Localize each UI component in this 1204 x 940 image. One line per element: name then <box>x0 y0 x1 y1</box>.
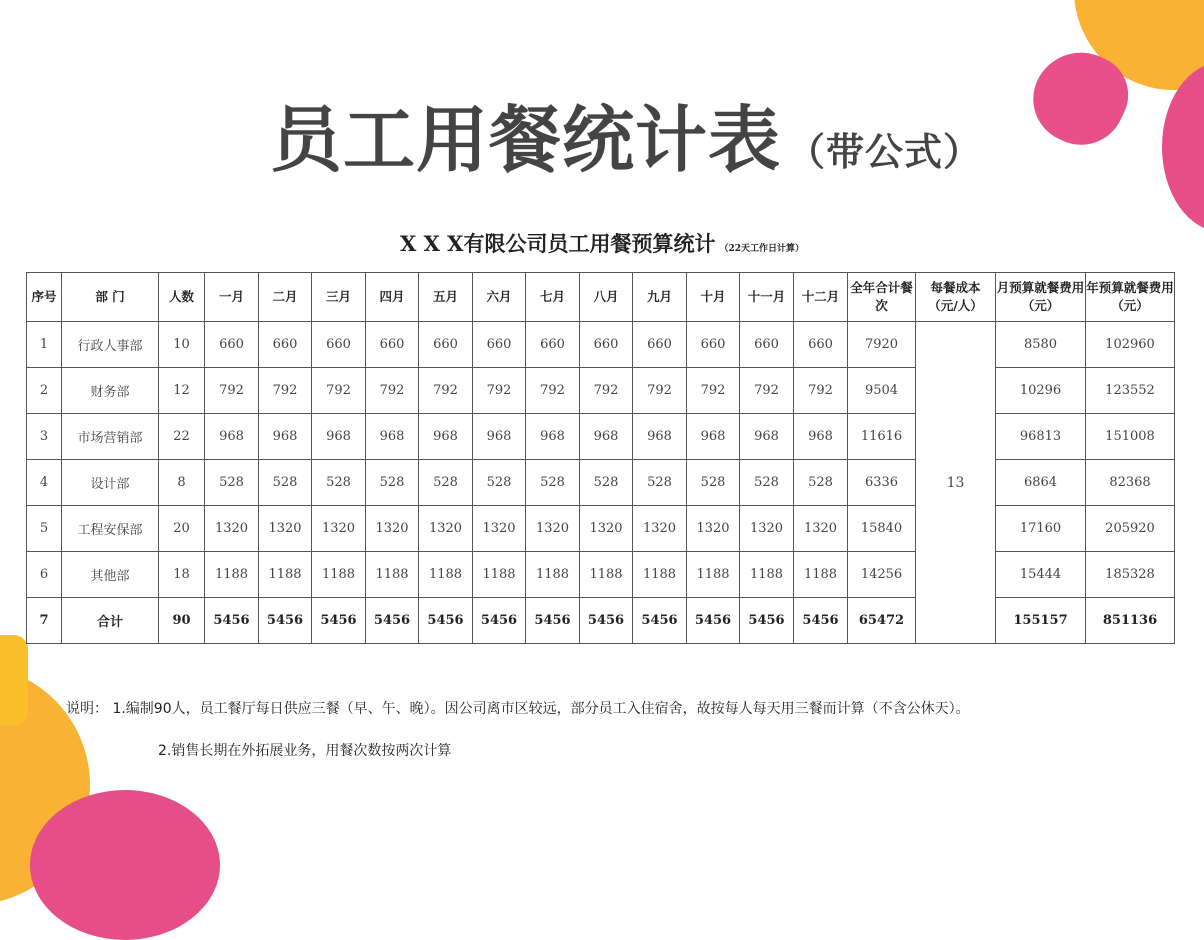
monthly-budget-cell: 6864 <box>996 460 1086 506</box>
header-cell: 三月 <box>312 273 366 322</box>
month-meals-cell: 792 <box>633 368 687 414</box>
month-meals-cell: 1188 <box>687 552 740 598</box>
annual-meals-cell: 15840 <box>848 506 916 552</box>
decor-yellow-tab-left <box>0 635 28 725</box>
month-meals-cell: 1320 <box>312 506 366 552</box>
row-number-cell: 7 <box>27 598 62 644</box>
month-meals-cell: 792 <box>794 368 848 414</box>
row-number-cell: 5 <box>27 506 62 552</box>
month-meals-cell: 792 <box>687 368 740 414</box>
headcount-cell: 10 <box>159 322 205 368</box>
month-meals-cell: 5456 <box>687 598 740 644</box>
month-meals-cell: 660 <box>259 322 312 368</box>
table-title <box>0 228 1204 258</box>
month-meals-cell: 968 <box>580 414 633 460</box>
header-cell: 一月 <box>205 273 259 322</box>
month-meals-cell: 1188 <box>259 552 312 598</box>
header-cell: 年预算就餐费用（元） <box>1086 273 1175 322</box>
header-cell: 人数 <box>159 273 205 322</box>
header-cell: 月预算就餐费用（元） <box>996 273 1086 322</box>
month-meals-cell: 1320 <box>419 506 473 552</box>
department-cell: 市场营销部 <box>62 414 159 460</box>
row-number-cell: 2 <box>27 368 62 414</box>
month-meals-cell: 5456 <box>366 598 419 644</box>
month-meals-cell: 528 <box>740 460 794 506</box>
annual-meals-cell: 9504 <box>848 368 916 414</box>
month-meals-cell: 528 <box>312 460 366 506</box>
month-meals-cell: 968 <box>312 414 366 460</box>
month-meals-cell: 528 <box>526 460 580 506</box>
month-meals-cell: 5456 <box>740 598 794 644</box>
month-meals-cell: 792 <box>526 368 580 414</box>
month-meals-cell: 792 <box>366 368 419 414</box>
month-meals-cell: 528 <box>580 460 633 506</box>
row-number-cell: 4 <box>27 460 62 506</box>
month-meals-cell: 1320 <box>526 506 580 552</box>
header-cell: 九月 <box>633 273 687 322</box>
month-meals-cell: 1188 <box>473 552 526 598</box>
month-meals-cell: 660 <box>580 322 633 368</box>
month-meals-cell: 660 <box>526 322 580 368</box>
month-meals-cell: 1188 <box>740 552 794 598</box>
header-cell: 部 门 <box>62 273 159 322</box>
header-cell: 序号 <box>27 273 62 322</box>
table-row <box>27 414 1175 460</box>
meal-stats-table <box>26 272 1175 644</box>
header-cell: 八月 <box>580 273 633 322</box>
month-meals-cell: 660 <box>633 322 687 368</box>
monthly-budget-cell: 8580 <box>996 322 1086 368</box>
header-cell: 全年合计餐次 <box>848 273 916 322</box>
table-row <box>27 506 1175 552</box>
month-meals-cell: 528 <box>794 460 848 506</box>
month-meals-cell: 1188 <box>633 552 687 598</box>
table-row <box>27 322 1175 368</box>
annual-budget-cell: 851136 <box>1086 598 1175 644</box>
department-cell: 其他部 <box>62 552 159 598</box>
month-meals-cell: 1320 <box>259 506 312 552</box>
annual-budget-cell: 123552 <box>1086 368 1175 414</box>
header-cell: 十一月 <box>740 273 794 322</box>
month-meals-cell: 5456 <box>473 598 526 644</box>
annual-budget-cell: 185328 <box>1086 552 1175 598</box>
month-meals-cell: 660 <box>687 322 740 368</box>
month-meals-cell: 528 <box>473 460 526 506</box>
month-meals-cell: 792 <box>259 368 312 414</box>
monthly-budget-cell: 10296 <box>996 368 1086 414</box>
month-meals-cell: 660 <box>794 322 848 368</box>
page-title-suffix: （带公式） <box>787 130 983 174</box>
monthly-budget-cell: 15444 <box>996 552 1086 598</box>
month-meals-cell: 5456 <box>205 598 259 644</box>
table-total-row <box>27 598 1175 644</box>
month-meals-cell: 792 <box>473 368 526 414</box>
month-meals-cell: 1320 <box>366 506 419 552</box>
table-row <box>27 368 1175 414</box>
row-number-cell: 3 <box>27 414 62 460</box>
month-meals-cell: 792 <box>580 368 633 414</box>
row-number-cell: 1 <box>27 322 62 368</box>
month-meals-cell: 660 <box>366 322 419 368</box>
header-cell: 每餐成本（元/人） <box>916 273 996 322</box>
month-meals-cell: 1320 <box>740 506 794 552</box>
month-meals-cell: 660 <box>419 322 473 368</box>
month-meals-cell: 660 <box>205 322 259 368</box>
month-meals-cell: 792 <box>740 368 794 414</box>
month-meals-cell: 968 <box>366 414 419 460</box>
month-meals-cell: 968 <box>259 414 312 460</box>
annual-meals-cell: 11616 <box>848 414 916 460</box>
annual-budget-cell: 102960 <box>1086 322 1175 368</box>
table-row <box>27 552 1175 598</box>
month-meals-cell: 968 <box>740 414 794 460</box>
month-meals-cell: 968 <box>419 414 473 460</box>
annual-meals-cell: 65472 <box>848 598 916 644</box>
month-meals-cell: 528 <box>366 460 419 506</box>
month-meals-cell: 792 <box>312 368 366 414</box>
note-line-1: 说明： 1.编制90人，员工餐厅每日供应三餐（早、午、晚）。因公司离市区较远，部分员工入住宿舍，故按每人每天用三餐而计算（不含公休天）。 <box>66 701 970 717</box>
month-meals-cell: 1188 <box>526 552 580 598</box>
annual-meals-cell: 7920 <box>848 322 916 368</box>
month-meals-cell: 1320 <box>473 506 526 552</box>
month-meals-cell: 1188 <box>205 552 259 598</box>
headcount-cell: 22 <box>159 414 205 460</box>
decor-pink-circle-bottom-left <box>30 790 220 940</box>
headcount-cell: 20 <box>159 506 205 552</box>
header-cell: 二月 <box>259 273 312 322</box>
monthly-budget-cell: 155157 <box>996 598 1086 644</box>
headcount-cell: 18 <box>159 552 205 598</box>
month-meals-cell: 5456 <box>580 598 633 644</box>
header-cell: 十二月 <box>794 273 848 322</box>
month-meals-cell: 792 <box>205 368 259 414</box>
month-meals-cell: 660 <box>473 322 526 368</box>
month-meals-cell: 528 <box>633 460 687 506</box>
annual-budget-cell: 151008 <box>1086 414 1175 460</box>
table-body <box>27 322 1175 644</box>
monthly-budget-cell: 17160 <box>996 506 1086 552</box>
headcount-cell: 90 <box>159 598 205 644</box>
month-meals-cell: 1320 <box>794 506 848 552</box>
annual-meals-cell: 6336 <box>848 460 916 506</box>
monthly-budget-cell: 96813 <box>996 414 1086 460</box>
month-meals-cell: 5456 <box>259 598 312 644</box>
month-meals-cell: 1188 <box>312 552 366 598</box>
annual-budget-cell: 205920 <box>1086 506 1175 552</box>
month-meals-cell: 5456 <box>633 598 687 644</box>
month-meals-cell: 968 <box>794 414 848 460</box>
headcount-cell: 12 <box>159 368 205 414</box>
department-cell: 行政人事部 <box>62 322 159 368</box>
table-row <box>27 460 1175 506</box>
month-meals-cell: 1188 <box>419 552 473 598</box>
page-title <box>270 82 982 186</box>
month-meals-cell: 792 <box>419 368 473 414</box>
department-cell: 财务部 <box>62 368 159 414</box>
month-meals-cell: 968 <box>687 414 740 460</box>
table-header-row <box>27 273 1175 322</box>
header-cell: 七月 <box>526 273 580 322</box>
notes <box>66 698 970 759</box>
department-cell: 合计 <box>62 598 159 644</box>
month-meals-cell: 1188 <box>366 552 419 598</box>
month-meals-cell: 1320 <box>633 506 687 552</box>
month-meals-cell: 528 <box>419 460 473 506</box>
month-meals-cell: 968 <box>633 414 687 460</box>
cost-per-meal-cell: 13 <box>916 322 996 644</box>
annual-budget-cell: 82368 <box>1086 460 1175 506</box>
month-meals-cell: 1320 <box>205 506 259 552</box>
month-meals-cell: 968 <box>526 414 580 460</box>
table-title-text: X X X有限公司员工用餐预算统计 <box>399 231 716 256</box>
month-meals-cell: 5456 <box>526 598 580 644</box>
month-meals-cell: 968 <box>473 414 526 460</box>
department-cell: 工程安保部 <box>62 506 159 552</box>
page-title-text: 员工用餐统计表 <box>270 98 782 182</box>
note-line-2: 2.销售长期在外拓展业务，用餐次数按两次计算 <box>158 743 452 759</box>
month-meals-cell: 660 <box>740 322 794 368</box>
month-meals-cell: 1320 <box>687 506 740 552</box>
month-meals-cell: 5456 <box>794 598 848 644</box>
annual-meals-cell: 14256 <box>848 552 916 598</box>
month-meals-cell: 5456 <box>312 598 366 644</box>
month-meals-cell: 528 <box>259 460 312 506</box>
month-meals-cell: 660 <box>312 322 366 368</box>
month-meals-cell: 1188 <box>580 552 633 598</box>
row-number-cell: 6 <box>27 552 62 598</box>
table-title-note: （22天工作日计算） <box>719 244 805 254</box>
header-cell: 十月 <box>687 273 740 322</box>
headcount-cell: 8 <box>159 460 205 506</box>
header-cell: 四月 <box>366 273 419 322</box>
department-cell: 设计部 <box>62 460 159 506</box>
month-meals-cell: 968 <box>205 414 259 460</box>
header-cell: 六月 <box>473 273 526 322</box>
month-meals-cell: 1320 <box>580 506 633 552</box>
month-meals-cell: 528 <box>687 460 740 506</box>
month-meals-cell: 5456 <box>419 598 473 644</box>
header-cell: 五月 <box>419 273 473 322</box>
month-meals-cell: 528 <box>205 460 259 506</box>
month-meals-cell: 1188 <box>794 552 848 598</box>
